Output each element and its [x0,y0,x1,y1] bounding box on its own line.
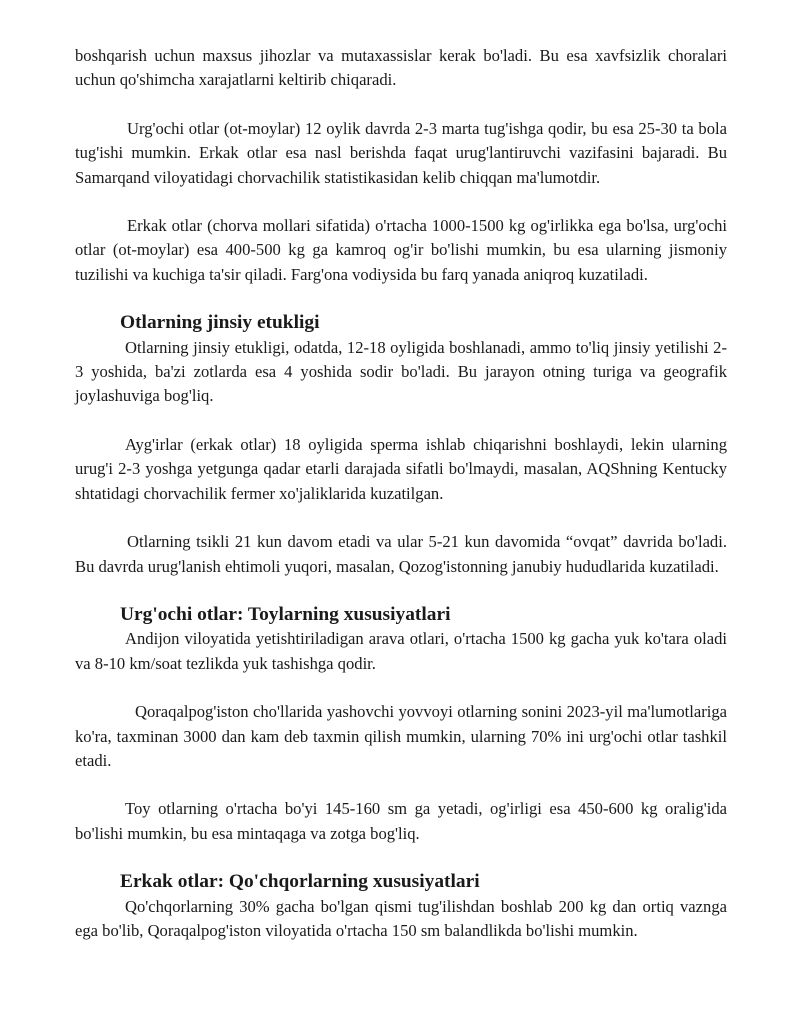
paragraph: Urg'ochi otlar (ot-moylar) 12 oylik davrda 2-3 marta tug'ishga qodir, bu esa 25-30 ta bola tug'ishi mumkin. Erkak otlar esa nasl berishda faqat urug'lantiruvchi vazifasini bajaradi. Bu Samarqand viloyatidagi chorvachilik statistikasidan kelib chiqqan ma'lumotdir. [75,118,727,187]
section-heading: Erkak otlar: Qo'chqorlarning xususiyatlari [120,871,480,893]
paragraph: Otlarning tsikli 21 kun davom etadi va ular 5-21 kun davomida “ovqat” davrida bo'ladi. Bu davrda urug'lanish ehtimoli yuqori, masalan, Qozog'istonning janubiy hududlarida kuzatiladi. [75,532,727,576]
paragraph: Andijon viloyatida yetishtiriladigan arava otlari, o'rtacha 1500 kg gacha yuk ko'tara oladi va 8-10 km/soat tezlikda yuk tashishga qodir. [75,629,727,673]
document-page [75,44,727,967]
paragraph: Erkak otlar (chorva mollari sifatida) o'rtacha 1000-1500 kg og'irlikka ega bo'lsa, urg'ochi otlar (ot-moylar) esa 400-500 kg ga kamroq og'ir bo'lishi mumkin, bu esa ularning jismoniy tuzilishi va kuchiga ta'sir qiladi. Farg'ona vodiysida bu farq yanada aniqroq kuzatiladi. [75,216,727,284]
paragraph: boshqarish uchun maxsus jihozlar va mutaxassislar kerak bo'ladi. Bu esa xavfsizlik choralari uchun qo'shimcha xarajatlarni keltirib chiqaradi. [75,46,727,90]
paragraph: Qo'chqorlarning 30% gacha bo'lgan qismi tug'ilishdan boshlab 200 kg dan ortiq vaznga ega bo'lib, Qoraqalpog'iston viloyatida o'rtacha 150 sm balandlikda bo'lishi mumkin. [75,896,727,940]
paragraph: Toy otlarning o'rtacha bo'yi 145-160 sm ga yetadi, og'irligi esa 450-600 kg oralig'ida bo'lishi mumkin, bu esa mintaqaga va zotga bog'liq. [75,799,727,843]
paragraph: Qoraqalpog'iston cho'llarida yashovchi yovvoyi otlarning sonini 2023-yil ma'lumotlariga ko'ra, taxminan 3000 dan kam deb taxmin qilish mumkin, ularning 70% ini urg'ochi otlar tashkil etadi. [75,702,727,770]
section-heading: Otlarning jinsiy etukligi [120,312,320,334]
section-heading: Urg'ochi otlar: Toylarning xususiyatlari [120,603,451,625]
paragraph: Ayg'irlar (erkak otlar) 18 oyligida sperma ishlab chiqarishni boshlaydi, lekin ularning urug'i 2-3 yoshga yetgunga qadar etarli darajada sifatli bo'lmaydi, masalan, AQShning Kentucky shtatidagi chorvachilik fermer xo'jaliklarida kuzatilgan. [75,434,727,503]
paragraph: Otlarning jinsiy etukligi, odatda, 12-18 oyligida boshlanadi, ammo to'liq jinsiy yetilishi 2-3 yoshida, ba'zi zotlarda esa 4 yoshida sodir bo'ladi. Bu jarayon otning turiga va geografik joylashuviga bog'liq. [75,337,727,406]
